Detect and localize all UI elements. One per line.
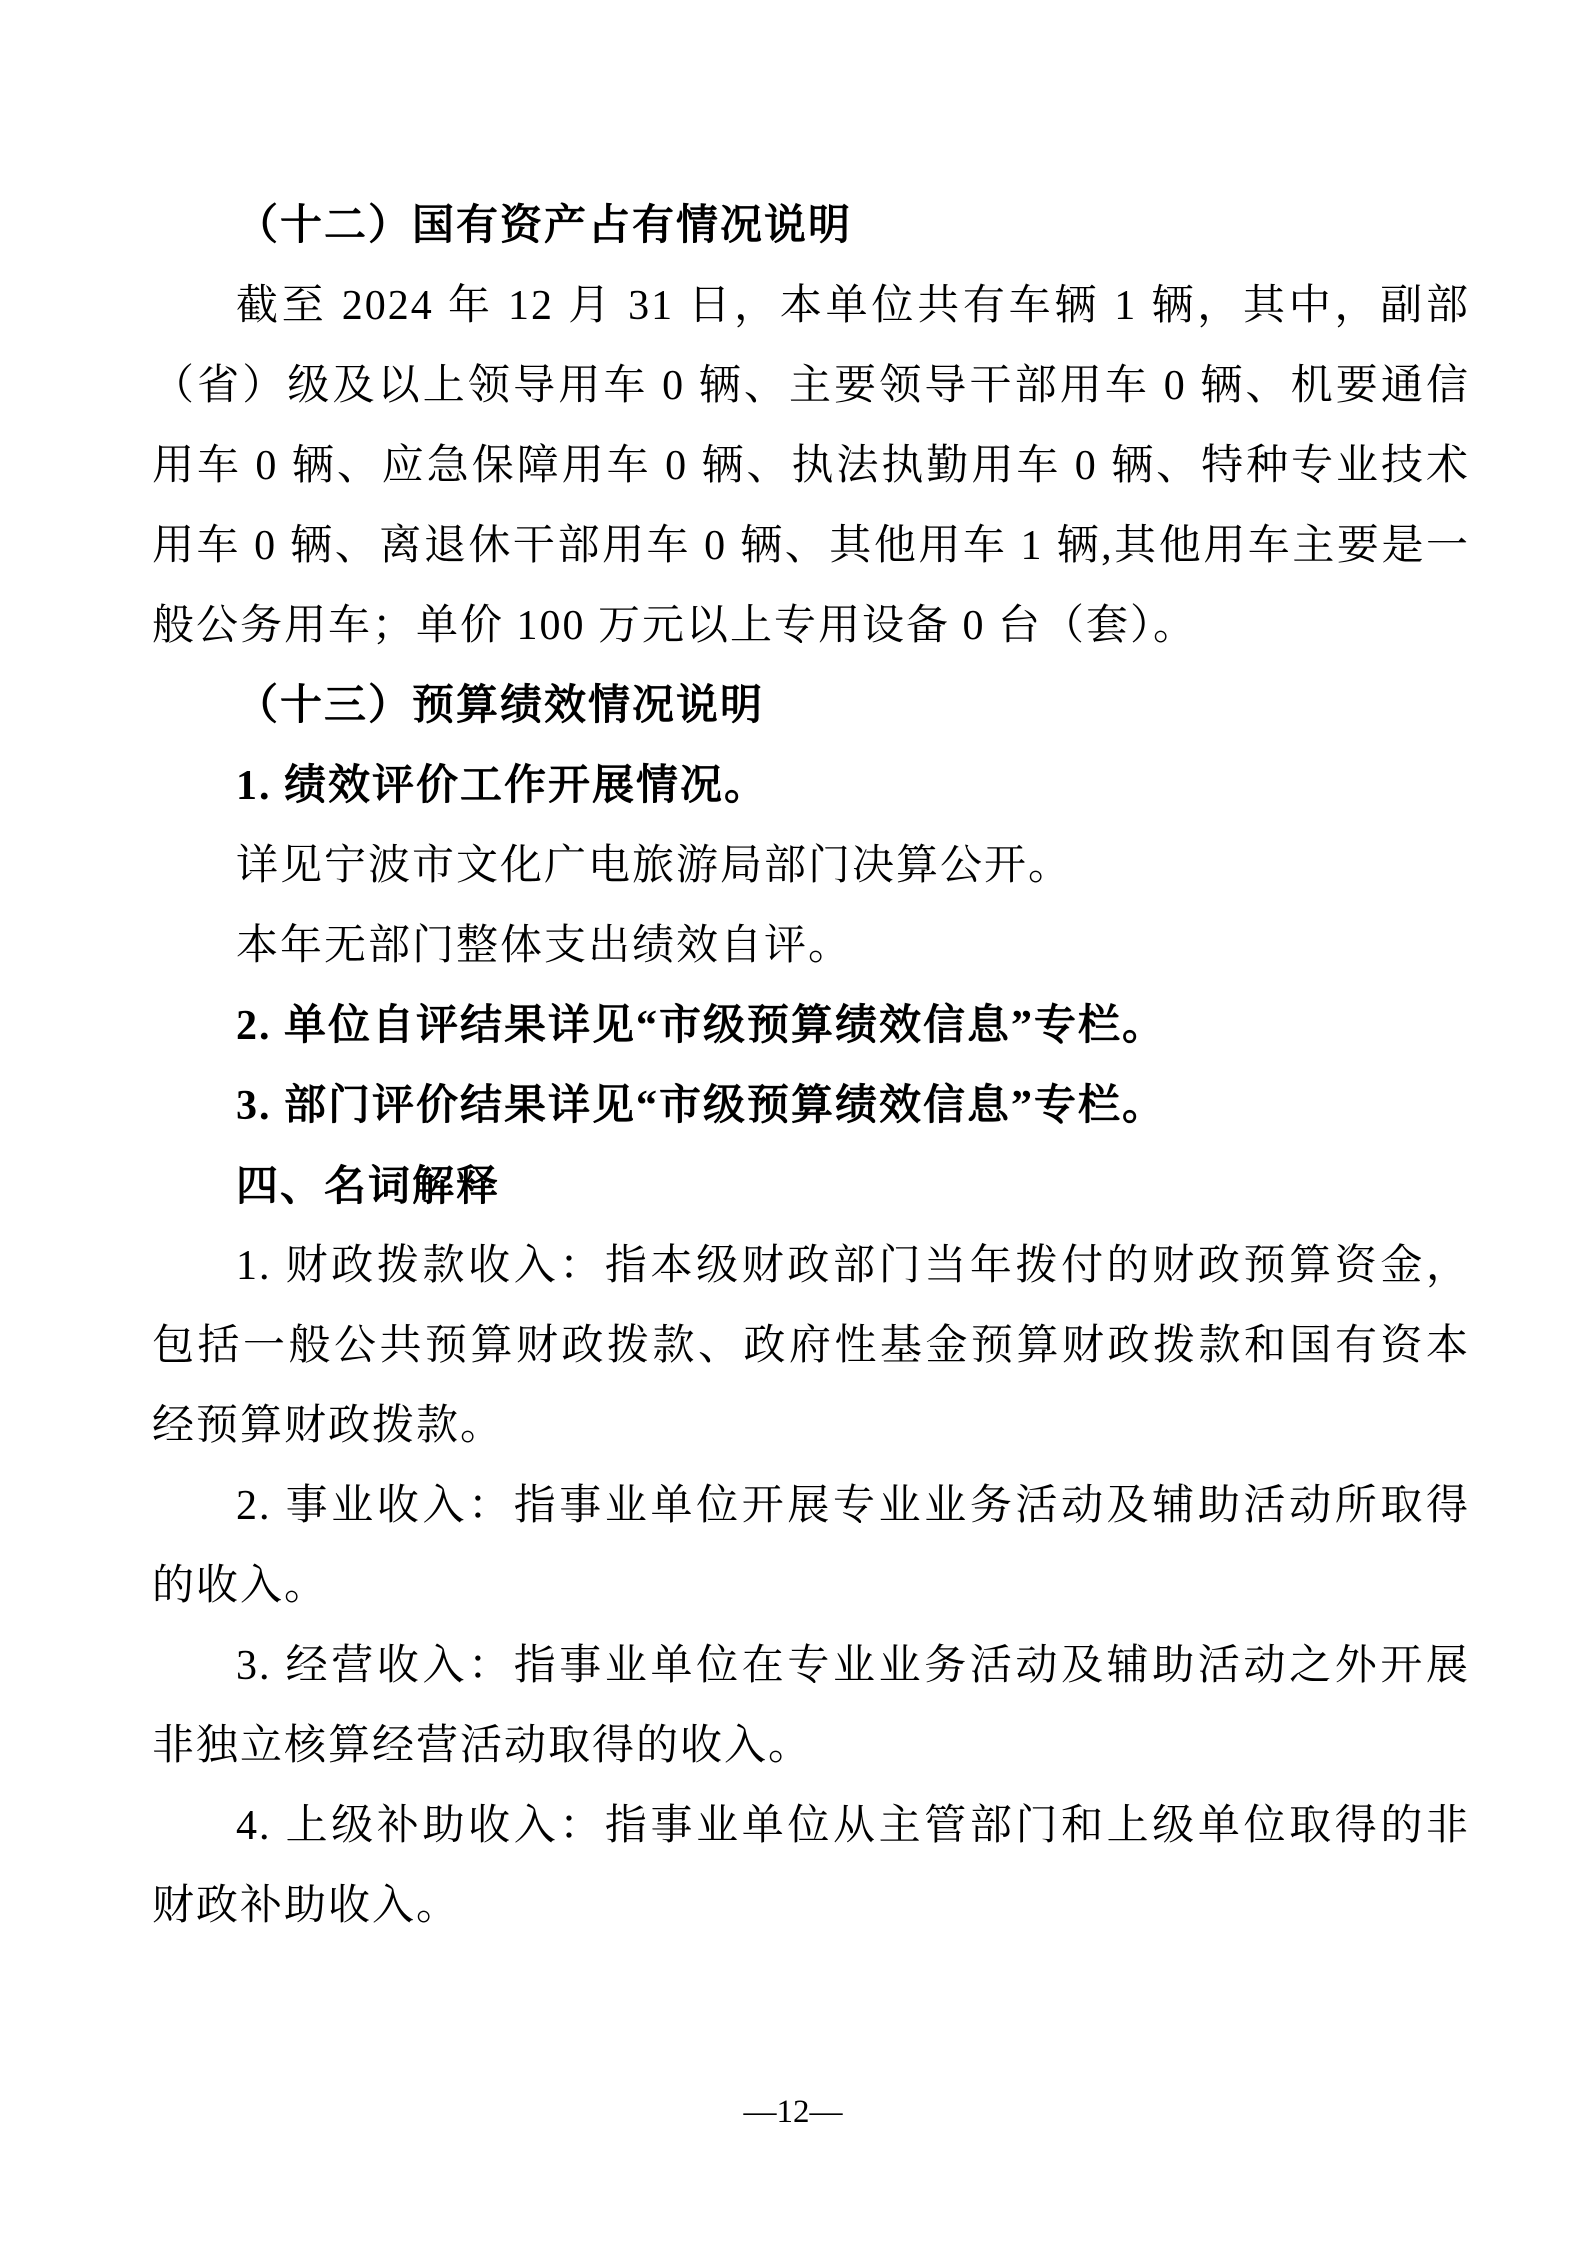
term-definition-2: 2. 事业收入：指事业单位开展专业业务活动及辅助活动所取得的收入。	[152, 1483, 1470, 1609]
performance-detail-1: 详见宁波市文化广电旅游局部门决算公开。	[236, 843, 1073, 889]
performance-item-3: 3. 部门评价结果详见“市级预算绩效信息”专栏。	[236, 1083, 1167, 1129]
performance-item-2: 2. 单位自评结果详见“市级预算绩效信息”专栏。	[236, 1003, 1167, 1049]
document-content	[152, 186, 1470, 1946]
term-definition-3: 3. 经营收入：指事业单位在专业业务活动及辅助活动之外开展非独立核算经营活动取得的收入。	[152, 1643, 1470, 1769]
section-heading-assets: （十二）国有资产占有情况说明	[236, 203, 853, 249]
section-heading-performance: （十三）预算绩效情况说明	[236, 683, 765, 729]
term-definition-1: 1. 财政拨款收入：指本级财政部门当年拨付的财政预算资金，包括一般公共预算财政拨款、政府性基金预算财政拨款和国有资本经预算财政拨款。	[152, 1243, 1470, 1449]
section-heading-glossary: 四、名词解释	[236, 1162, 501, 1209]
term-definition-4: 4. 上级补助收入：指事业单位从主管部门和上级单位取得的非财政补助收入。	[152, 1803, 1470, 1929]
performance-detail-2: 本年无部门整体支出绩效自评。	[236, 923, 853, 969]
page-number: —12—	[743, 2094, 843, 2130]
performance-item-1: 1. 绩效评价工作开展情况。	[236, 763, 769, 809]
vehicle-assets-paragraph: 截至 2024 年 12 月 31 日，本单位共有车辆 1 辆，其中，副部（省）级及以上领导用车 0 辆、主要领导干部用车 0 辆、机要通信用车 0 辆、应急保障用车 0 辆、执法执勤用车 0 辆、特种专业技术用车 0 辆、离退休干部用车 0 辆、其他用车 1 辆,其他用车主要是一般公务用车；单价 100 万元以上专用设备 0 台（套）。	[152, 283, 1470, 649]
